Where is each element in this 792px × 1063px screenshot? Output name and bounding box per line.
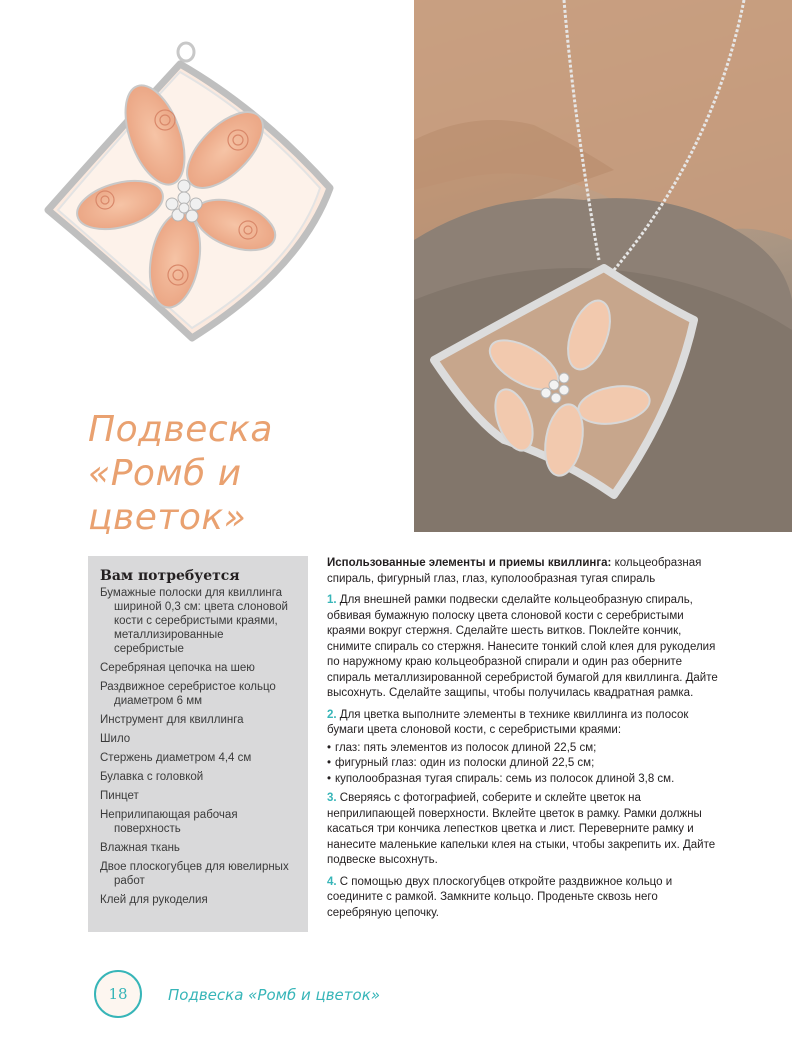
step-3 [327, 791, 722, 869]
material-item [100, 680, 296, 708]
pendant-photo-on-stone [414, 0, 792, 532]
material-item [100, 713, 296, 727]
step-text: Для внешней рамки подвески сделайте кольцеобразную спираль, обвивая бумажную полоску цвета слоновой кости с серебристыми краями вокруг стержня. Сделайте шесть витков. Поклейте кончик, снимите спираль со стержня. Нанесите тонкий слой клея для рукоделия по наружному краю кольцеобразной спирали и один раз оберните спираль металлизированной серебристой бумагой для квиллинга. Дайте высохнуть. Сделайте защипы, чтобы получилась квадратная рамка. [327, 594, 718, 699]
materials-list [100, 586, 296, 907]
materials-sidebar [88, 556, 308, 932]
page-number-badge [94, 970, 142, 1018]
instructions [327, 556, 722, 927]
material-item-continuation: шириной 0,3 см: цвета слоновой [114, 601, 288, 613]
material-item-text: Шило [100, 733, 131, 745]
step-number: 1. [327, 594, 337, 606]
list-item: • куполообразная тугая спираль: семь из полосок длиной 3,8 см. [327, 772, 722, 788]
material-item [100, 732, 296, 746]
title-line-3: цветок» [88, 497, 247, 538]
material-item-text: Влажная ткань [100, 842, 180, 854]
material-item [100, 789, 296, 803]
material-item-text: Клей для рукоделия [100, 894, 208, 906]
pendant-illustration [0, 0, 400, 385]
material-item-text: Пинцет [100, 790, 139, 802]
step-number: 2. [327, 708, 337, 721]
step-1 [327, 593, 722, 702]
material-item [100, 586, 296, 656]
material-item-text: Двое плоскогубцев для ювелирных [100, 861, 289, 873]
material-item-text: Инструмент для квиллинга [100, 714, 244, 726]
material-item-continuation: работ [114, 875, 145, 887]
running-title: Подвеска «Ромб и цветок» [168, 986, 381, 1004]
title-line-1: Подвеска [88, 409, 273, 450]
step-4 [327, 875, 722, 922]
material-item-continuation: кости с серебристыми краями, [114, 615, 278, 627]
pendant-photo-white-bg [0, 0, 400, 385]
material-item-text: Булавка с головкой [100, 771, 204, 783]
material-item-text: Бумажные полоски для квиллинга [100, 587, 283, 599]
list-item: • фигурный глаз: один из полоски длиной 22,5 см; [327, 756, 722, 772]
materials-heading: Вам потребуется [100, 568, 240, 584]
step-number: 4. [327, 875, 337, 888]
list-item: • глаз: пять элементов из полосок длиной 22,5 см; [327, 741, 722, 757]
step-2 [327, 708, 722, 739]
step-number: 3. [327, 792, 337, 804]
material-item-text: Серебряная цепочка на шею [100, 662, 255, 674]
material-item [100, 860, 296, 888]
page-number: 18 [108, 985, 128, 1003]
material-item [100, 841, 296, 855]
stone-scene-illustration [414, 0, 792, 532]
material-item [100, 661, 296, 675]
title-line-2: «Ромб и [88, 453, 242, 494]
element-list [327, 741, 722, 788]
material-item-continuation: поверхность [114, 823, 181, 835]
step-text: Сверяясь с фотографией, соберите и склейте цветок на неприлипающей поверхности. Вклейте цветок в рамку. Рамки должны касаться три кончика лепестков цветка и лист. Переверните рамку и нанесите маленькие капельки клея на стыки, чтобы закрепить их. Дайте подвеске высохнуть. [327, 792, 716, 866]
material-item-text: Неприлипающая рабочая [100, 809, 238, 821]
page-title [88, 408, 388, 540]
material-item [100, 808, 296, 836]
material-item-continuation: диаметром 6 мм [114, 695, 203, 707]
material-item-text: Стержень диаметром 4,4 см [100, 752, 252, 764]
intro-paragraph [327, 556, 722, 587]
material-item-continuation: металлизированные серебристые [114, 629, 224, 655]
material-item [100, 893, 296, 907]
step-text: С помощью двух плоскогубцев откройте раздвижное кольцо и соедините с рамкой. Замкните кольцо. Проденьте сквозь него серебряную цепочку. [327, 875, 673, 919]
intro-text: кольцеобразная спираль, фигурный глаз, глаз, куполообразная тугая спираль [327, 557, 702, 585]
material-item-text: Раздвижное серебристое кольцо [100, 681, 276, 693]
step-text: Для цветка выполните элементы в технике квиллинга из полосок бумаги цвета слоновой кости, с серебристыми краями: [327, 708, 689, 736]
intro-bold: Использованные элементы и приемы квиллинга: [327, 557, 612, 569]
material-item [100, 770, 296, 784]
material-item [100, 751, 296, 765]
